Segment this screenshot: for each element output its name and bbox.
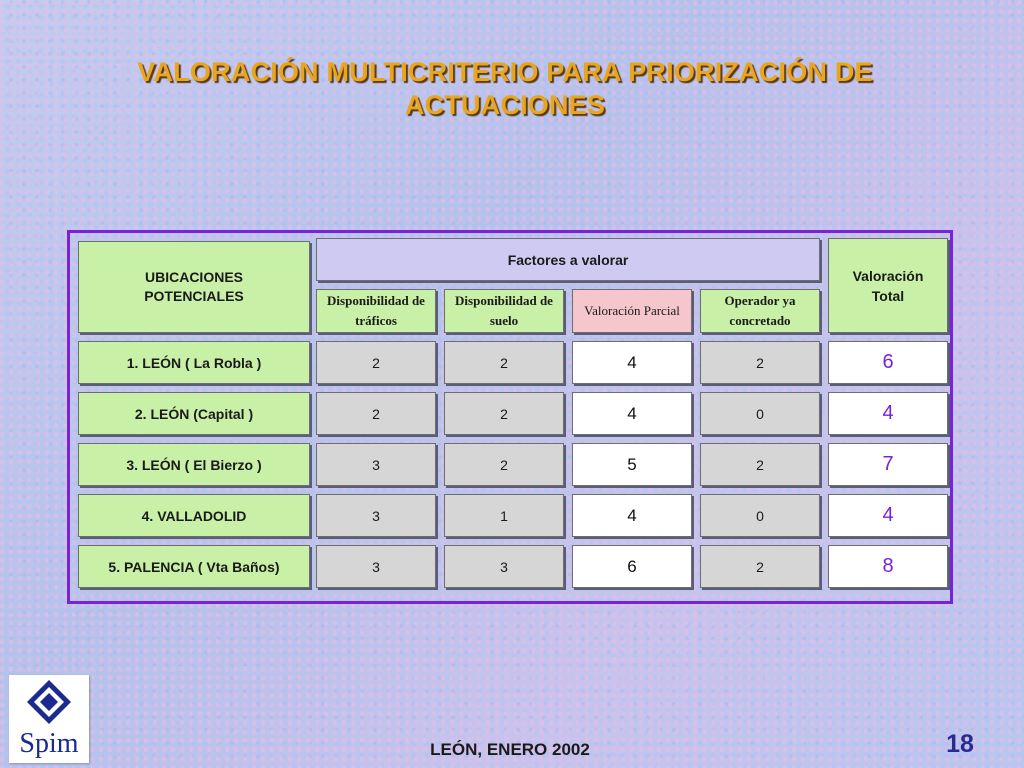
- value-traffic: 3: [316, 494, 436, 537]
- row-location: 2. LEÓN (Capital ): [78, 392, 310, 435]
- logo-text: Spim: [19, 728, 79, 759]
- value-partial: 5: [572, 443, 692, 486]
- header-total-valuation: Valoración Total: [828, 238, 948, 333]
- row-location: 3. LEÓN ( El Bierzo ): [78, 443, 310, 486]
- header-partial-valuation: Valoración Parcial: [572, 289, 692, 333]
- page-number: 18: [946, 730, 974, 758]
- value-land: 3: [444, 545, 564, 588]
- value-land: 2: [444, 443, 564, 486]
- value-operator: 0: [700, 392, 820, 435]
- value-traffic: 3: [316, 545, 436, 588]
- value-total: 6: [828, 341, 948, 384]
- value-operator: 0: [700, 494, 820, 537]
- header-factors: Factores a valorar: [316, 238, 820, 281]
- value-traffic: 2: [316, 341, 436, 384]
- diamond-logo-icon: [26, 679, 72, 725]
- value-total: 4: [828, 392, 948, 435]
- value-land: 2: [444, 392, 564, 435]
- valuation-table: [67, 230, 953, 604]
- value-partial: 4: [572, 494, 692, 537]
- header-operator-defined: Operador ya concretado: [700, 289, 820, 333]
- value-partial: 6: [572, 545, 692, 588]
- value-total: 8: [828, 545, 948, 588]
- value-traffic: 2: [316, 392, 436, 435]
- header-locations: UBICACIONES POTENCIALES: [78, 241, 310, 333]
- value-total: 4: [828, 494, 948, 537]
- value-operator: 2: [700, 341, 820, 384]
- value-land: 2: [444, 341, 564, 384]
- value-partial: 4: [572, 341, 692, 384]
- value-traffic: 3: [316, 443, 436, 486]
- header-land-availability: Disponibilidad de suelo: [444, 289, 564, 333]
- value-partial: 4: [572, 392, 692, 435]
- value-operator: 2: [700, 545, 820, 588]
- value-land: 1: [444, 494, 564, 537]
- footer-location-date: LEÓN, ENERO 2002: [430, 740, 590, 759]
- header-traffic-availability: Disponibilidad de tráficos: [316, 289, 436, 333]
- row-location: 4. VALLADOLID: [78, 494, 310, 537]
- slide-title: VALORACIÓN MULTICRITERIO PARA PRIORIZACIÓN DE ACTUACIONES: [137, 57, 873, 120]
- row-location: 5. PALENCIA ( Vta Baños): [78, 545, 310, 588]
- value-total: 7: [828, 443, 948, 486]
- value-operator: 2: [700, 443, 820, 486]
- row-location: 1. LEÓN ( La Robla ): [78, 341, 310, 384]
- spim-logo: [9, 675, 89, 763]
